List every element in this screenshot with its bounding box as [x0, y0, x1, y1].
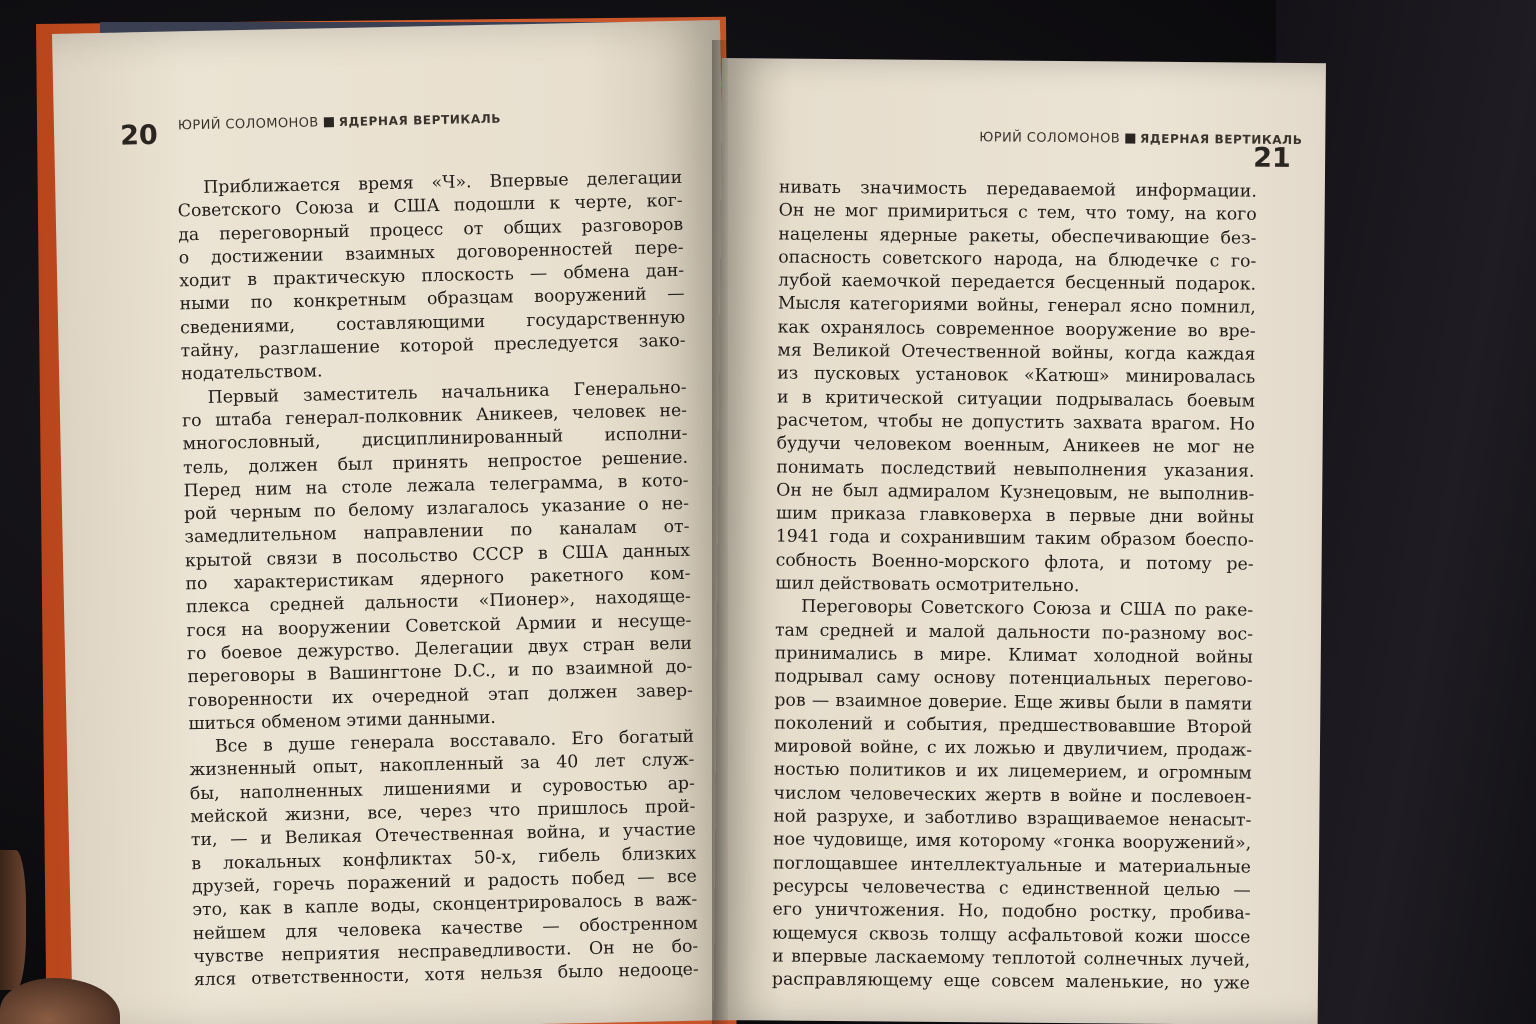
text-line: друзей, горечь поражений и радость побед — все	[191, 866, 697, 898]
text-line: и впервые ласкаемому теплотой солнечных лучей,	[772, 946, 1251, 971]
text-line: рой черным по белому излагалось указание о не-	[183, 493, 690, 525]
text-line: ной разрухе, и заботливо взращиваемое ненасыт-	[773, 806, 1252, 831]
text-line: многословный, дисциплинированный исполни-	[182, 424, 688, 455]
text-line: да переговорный процесс от общих разговоров	[178, 214, 684, 245]
text-line: Он не мог примириться с тем, что тому, на кого	[778, 200, 1257, 225]
right-page	[714, 58, 1326, 1024]
running-head-author: ЮРИЙ СОЛОМОНОВ	[979, 130, 1121, 147]
left-page	[52, 20, 741, 1024]
text-line: понимать последствий невыполнения указания.	[776, 457, 1255, 482]
text-line: ресурсы человечества с единственной целью —	[772, 876, 1251, 901]
text-line: нейшем для человека качестве — обостренном	[192, 913, 698, 944]
book-spine-shadow	[712, 40, 728, 1024]
text-line: лубой каемочкой передается бесценный подарок.	[777, 270, 1257, 295]
text-line: принимались в мире. Климат холодной войны	[774, 643, 1253, 668]
text-line: ными по конкретным образцам вооружений —	[179, 284, 685, 315]
running-head-author: ЮРИЙ СОЛОМОНОВ	[177, 115, 319, 134]
text-line: крытой связи в посольство СССР в США данных	[184, 540, 691, 572]
separator-square-icon	[324, 117, 334, 127]
text-line: Советского Союза и США подошли к черте, ког-	[177, 191, 683, 222]
text-line: Переговоры Советского Союза и США по раке-	[801, 597, 1254, 621]
text-line: шим приказа главковерха в первые дни войны	[775, 503, 1255, 528]
text-line: это, как в капле воды, сконцентрировалось в важ-	[192, 889, 698, 921]
text-line: шил действовать осмотрительно.	[775, 573, 1080, 597]
running-head-title: ЯДЕРНАЯ ВЕРТИКАЛЬ	[1140, 131, 1303, 148]
text-line: ти, — и Великая Отечественная война, и участие	[190, 820, 697, 851]
text-line: го штаба генерал-полковник Аникеев, человек не-	[181, 400, 688, 432]
text-line: ров — взаимное доверие. Еще живы были в памяти	[774, 690, 1253, 715]
text-line: замедлительном направлении по каналам от-	[184, 517, 690, 548]
text-line: Перед ним на столе лежала телеграмма, в кото-	[183, 470, 689, 502]
separator-square-icon	[1125, 134, 1135, 144]
text-line: по характеристикам ядерного ракетного ком-	[185, 563, 691, 595]
text-line: Все в душе генерала восставало. Его богатый	[214, 726, 695, 757]
text-line: Первый заместитель начальника Генерально-	[207, 377, 687, 408]
hand-thumb	[0, 850, 26, 990]
text-line: бы, наполненных лишениями и суровостью ар-	[189, 773, 696, 804]
text-line: 1941 года и сохранившим таким образом боеспо-	[775, 526, 1254, 552]
text-line: из пусковых установок «Катюш» минировалась	[777, 363, 1256, 389]
text-line: Приближается время «Ч». Впервые делегации	[203, 167, 683, 198]
text-line: в локальных конфликтах 50-х, гибель близких	[191, 843, 697, 874]
text-line: поколений и события, предшествовавшие Второй	[774, 713, 1253, 738]
text-line: ходит в практическую плоскость — обмена дан-	[179, 261, 685, 292]
text-line: Мысля категориями войны, генерал ясно помнил,	[777, 293, 1256, 319]
running-head-title: ЯДЕРНАЯ ВЕРТИКАЛЬ	[338, 111, 502, 130]
text-line: ялся ответственности, хотя нельзя было недооце-	[193, 959, 699, 991]
text-line: нацелены ядерные ракеты, обеспечивающие без-	[778, 224, 1257, 249]
page-number-left: 20	[119, 119, 159, 152]
text-line: мейской жизни, все, через что пришлось прой-	[190, 796, 696, 828]
text-line: нивать значимость передаваемой информации.	[778, 177, 1257, 202]
right-page-body-text	[772, 177, 1257, 997]
text-line: жизненный опыт, накопленный за 40 лет служ-	[189, 750, 695, 781]
text-line: подрывал саму основу потенциальных перегово-	[774, 666, 1253, 691]
text-line: гося на вооружении Советской Армии и несуще-	[186, 610, 692, 641]
running-head-left	[178, 112, 501, 134]
text-line: мировой войне, с их ложью и двуличием, продаж-	[773, 736, 1253, 761]
text-line: будучи человеком военным, Аникеев не мог не	[776, 433, 1255, 458]
page-number-right: 21	[1253, 142, 1291, 174]
text-line: говоренности их очередной этап должен завер-	[187, 680, 694, 711]
text-line: числом человеческих жертв в войне и послевоен-	[773, 783, 1252, 808]
text-line: тель, должен был принять непростое решение.	[182, 447, 689, 478]
left-page-body-text	[177, 167, 699, 993]
text-line: плекса средней дальности «Пионер», находяще-	[185, 587, 692, 618]
text-line: чувстве неприятия несправедливости. Он не бо-	[193, 936, 699, 968]
text-line: нодательством.	[180, 361, 323, 385]
text-line: опасность советского народа, на блюдечке с го-	[778, 247, 1257, 272]
text-line: собность Военно-морского флота, и потому ре-	[775, 550, 1254, 575]
text-line: и в критической ситуации подрывалась боевым	[776, 387, 1256, 412]
text-line: как охранялось современное вооружение во вре-	[777, 317, 1256, 342]
text-line: расчетом, чтобы не допустить захвата врагом. Но	[776, 410, 1255, 435]
text-line: переговоры в Вашингтоне D.C., и по взаимной до-	[187, 656, 693, 688]
text-line: там средней и малой дальности по-разному вос-	[774, 620, 1254, 645]
text-line: о достижении взаимных договоренностей пере-	[178, 237, 684, 269]
text-line: его уничтожения. Но, подобно ростку, пробива-	[772, 899, 1251, 924]
text-line: тайну, разглашение которой преследуется зако-	[180, 330, 686, 362]
text-line: Он не был адмиралом Кузнецовым, не выполнив-	[776, 480, 1255, 505]
text-line: мя Великой Отечественной войны, когда каждая	[777, 340, 1256, 365]
text-line: поглощавшее интеллектуальные и материальные	[772, 853, 1252, 878]
text-line: го боевое дежурство. Делегации двух стран вели	[186, 633, 693, 665]
text-line: шиться обменом этими данными.	[188, 707, 496, 735]
text-line: ностью политиков и их лицемерием, и огромным	[773, 759, 1252, 785]
text-line: расправляющему еще совсем маленькие, но уже	[771, 969, 1251, 994]
text-line: ное чудовище, имя которому «гонка вооружений»,	[773, 829, 1252, 854]
text-line: ющемуся сквозь толщу асфальтовой кожи шоссе	[772, 922, 1251, 948]
text-line: сведениями, составляющими государственную	[179, 307, 686, 339]
